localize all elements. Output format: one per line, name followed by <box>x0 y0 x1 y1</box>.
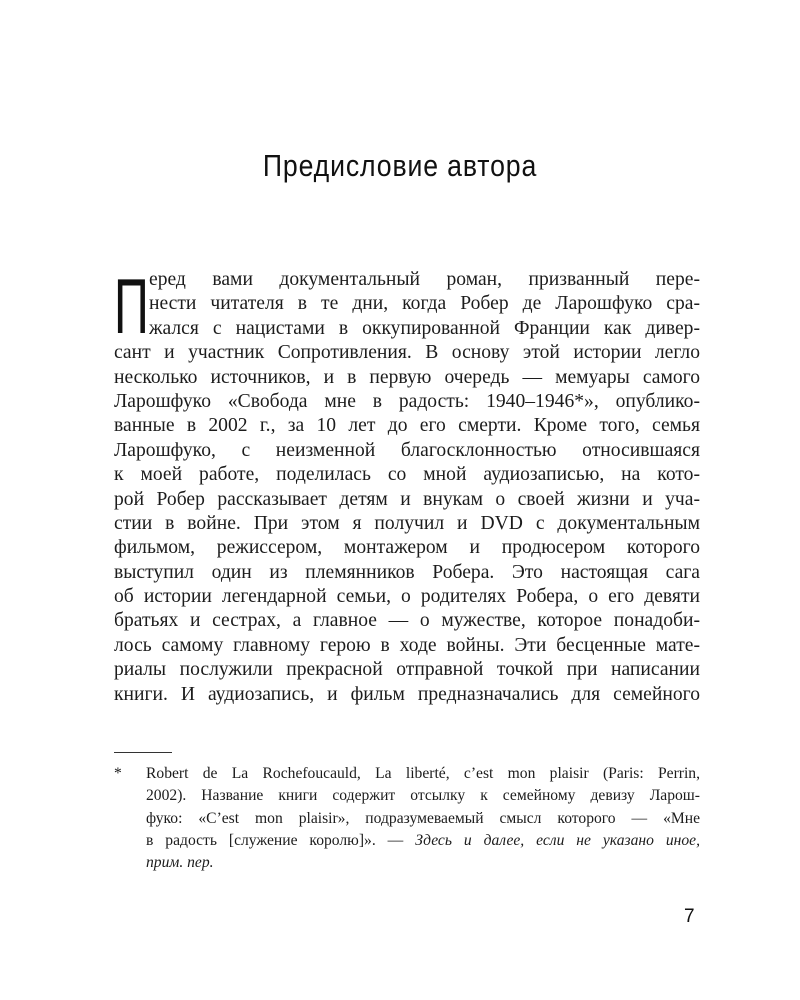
body-line: рой Робер рассказывает детям и внукам о своей жизни и уча- <box>114 488 700 510</box>
footnote <box>114 763 700 874</box>
body-line: к моей работе, поделилась со мной аудиозаписью, на кото- <box>114 464 700 486</box>
footnote-marker: * <box>114 765 122 782</box>
body-line: ванные в 2002 г., за 10 лет до его смерти. Кроме того, семья <box>114 415 700 437</box>
body-line: Ларошфуко «Свобода мне в радость: 1940–1946*», опублико- <box>114 390 700 412</box>
body-line: выступил один из племянников Робера. Это настоящая сага <box>114 561 700 583</box>
footnote-line <box>146 830 700 852</box>
footnote-line: фуко: «C’est mon plaisir», подразумеваемый смысл которого — «Мне <box>146 809 700 827</box>
body-line: Ларошфуко, с неизменной благосклонностью относившаяся <box>114 439 700 461</box>
body-line: нести читателя в те дни, когда Робер де Ларошфуко сра- <box>149 293 700 315</box>
footnote-line <box>146 852 700 874</box>
body-line: сант и участник Сопротивления. В основу этой истории легло <box>114 342 700 364</box>
footnote-line: Robert de La Rochefoucauld, La liberté, c’est mon plaisir (Paris: Perrin, <box>146 765 700 782</box>
body-line: братьях и сестрах, а главное — о мужестве, которое понадоби- <box>114 610 700 632</box>
page-number: 7 <box>684 906 695 927</box>
body-line: жался с нацистами в оккупированной Франции как дивер- <box>149 317 700 339</box>
footnote-line: 2002). Название книги содержит отсылку к семейному девизу Ларош- <box>146 787 700 805</box>
body-line: об истории легендарной семьи, о родителях Робера, о его девяти <box>114 586 700 608</box>
body-line: еред вами документальный роман, призванный пере- <box>149 269 700 290</box>
footnote-note: прим. пер. <box>146 854 214 872</box>
body-line: книги. И аудиозапись, и фильм предназначались для семейного <box>114 683 700 705</box>
body-line: несколько источников, и в первую очередь — мемуары самого <box>114 366 700 388</box>
footnote-text: в радость [служение королю]». — <box>146 831 416 849</box>
body-line: лось самому главному герою в ходе войны. Эти бесценные мате- <box>114 634 700 656</box>
footnote-note: Здесь и далее, если не указано иное, <box>415 831 700 849</box>
drop-cap: П <box>114 262 149 350</box>
body-text <box>114 262 700 707</box>
body-line: риалы послужили прекрасной отправной точкой при написании <box>114 659 700 681</box>
chapter-title: Предисловие автора <box>262 148 538 183</box>
footnote-divider <box>114 752 172 753</box>
body-line: стии в войне. При этом я получил и DVD с документальным <box>114 512 700 534</box>
body-line: фильмом, режиссером, монтажером и продюсером которого <box>114 537 700 559</box>
